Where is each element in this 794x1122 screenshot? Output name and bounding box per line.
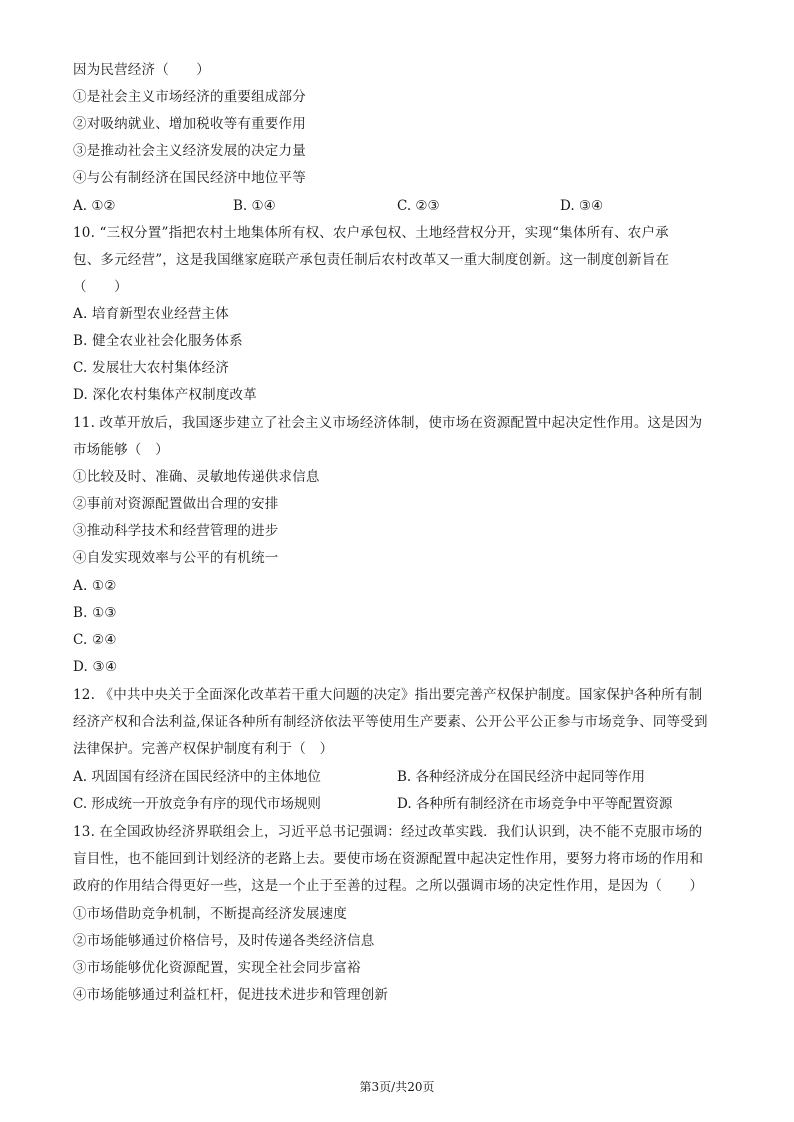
q13-item-1: ①市场借助竞争机制，不断提高经济发展速度 [73, 906, 347, 922]
q12-stem-line-2: 经济产权和合法利益,保证各种所有制经济依法平等使用生产要素、公开公平公正参与市场竞争、同等受到 [73, 714, 708, 730]
q13-stem-line-3: 政府的作用结合得更好一些，这是一个止于至善的过程。之所以强调市场的决定性作用，是因为（ ） [73, 878, 704, 894]
q10-stem-line-3: （ ） [73, 279, 128, 295]
q10-option-b: B. 健全农业社会化服务体系 [73, 333, 243, 349]
q11-option-c: C. ②④ [73, 632, 117, 648]
q13-item-3: ③市场能够优化资源配置，实现全社会同步富裕 [73, 960, 361, 976]
q9-item-4: ④与公有制经济在国民经济中地位平等 [73, 170, 306, 186]
q9-option-c: C. ②③ [397, 198, 440, 214]
q11-option-d: D. ③④ [73, 659, 118, 675]
q12-stem-line-1: 12. 《中共中央关于全面深化改革若干重大问题的决定》指出要完善产权保护制度。国家保护各种所有制 [73, 687, 703, 703]
q13-item-4: ④市场能够通过利益杠杆，促进技术进步和管理创新 [73, 987, 389, 1003]
q11-option-a: A. ①② [73, 578, 117, 594]
q11-item-3: ③推动科学技术和经营管理的进步 [73, 523, 279, 539]
q12-option-c: C. 形成统一开放竞争有序的现代市场规则 [73, 796, 321, 812]
q12-option-d: D. 各种所有制经济在市场竞争中平等配置资源 [397, 796, 673, 812]
q12-option-b: B. 各种经济成分在国民经济中起同等作用 [397, 769, 646, 785]
q10-option-d: D. 深化农村集体产权制度改革 [73, 387, 257, 403]
q9-option-d: D. ③④ [560, 198, 604, 214]
q9-item-2: ②对吸纳就业、增加税收等有重要作用 [73, 116, 306, 132]
q9-item-3: ③是推动社会主义经济发展的决定力量 [73, 143, 306, 159]
q12-stem-line-3: 法律保护。完善产权保护制度有利于（ ） [73, 741, 334, 757]
q10-option-a: A. 培育新型农业经营主体 [73, 306, 229, 322]
q9-option-b: B. ①④ [233, 198, 276, 214]
q11-item-2: ②事前对资源配置做出合理的安排 [73, 496, 279, 512]
q9-stem-tail: 因为民营经济（ ） [73, 62, 210, 78]
q12-option-a: A. 巩固国有经济在国民经济中的主体地位 [73, 769, 321, 785]
q13-item-2: ②市场能够通过价格信号，及时传递各类经济信息 [73, 933, 375, 949]
q10-stem-line-2: 包、多元经营”，这是我国继家庭联产承包责任制后农村改革又一重大制度创新。这一制度创新旨在 [73, 252, 670, 268]
page-footer: 第3页/共20页 [359, 1080, 435, 1094]
q10-option-c: C. 发展壮大农村集体经济 [73, 360, 230, 376]
q11-stem-line-1: 11. 改革开放后，我国逐步建立了社会主义市场经济体制，使市场在资源配置中起决定性作用。这是因为 [73, 415, 703, 431]
q13-stem-line-2: 盲目性，也不能回到计划经济的老路上去。要使市场在资源配置中起决定性作用，要努力将市场的作用和 [73, 851, 704, 867]
q9-item-1: ①是社会主义市场经济的重要组成部分 [73, 89, 306, 105]
q11-item-1: ①比较及时、准确、灵敏地传递供求信息 [73, 469, 320, 485]
q11-option-b: B. ①③ [73, 605, 117, 621]
q11-stem-line-2: 市场能够（ ） [73, 442, 169, 458]
q10-stem-line-1: 10. “三权分置”指把农村土地集体所有权、农户承包权、土地经营权分开，实现“集体所有、农户承 [73, 225, 669, 241]
q13-stem-line-1: 13. 在全国政协经济界联组会上，习近平总书记强调：经过改革实践．我们认识到，决不能不克服市场的 [73, 824, 703, 840]
q9-option-a: A. ①② [73, 198, 116, 214]
q11-item-4: ④自发实现效率与公平的有机统一 [73, 550, 279, 566]
